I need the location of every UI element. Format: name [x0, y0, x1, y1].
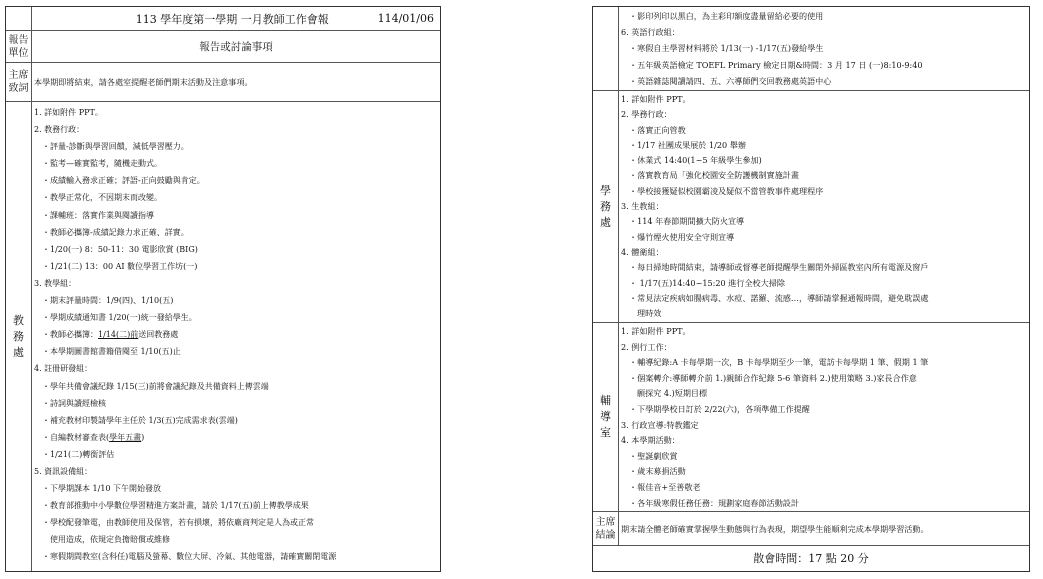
fudao-row: [593, 323, 1029, 512]
xuewu-line: ・爆竹煙火使用安全守則宣導: [629, 231, 735, 242]
xuewu-label-char3: 處: [600, 215, 611, 229]
chair-closing-row: [593, 512, 1029, 546]
jiaowu-line: ・學期成績通知書 1/20(一)統一發給學生。: [42, 313, 197, 323]
fudao-label: [593, 323, 619, 511]
fudao-line: 2. 例行工作：: [621, 341, 672, 352]
jiaowu-line-underlined-text: 1/14(二)前: [98, 330, 139, 340]
fudao-line: ・輔導紀錄:A 卡每學期一次，B 卡每學期至少一筆，電訪卡每學期 1 筆、假期 1 筆: [629, 357, 929, 368]
jiaowu-line: [34, 326, 438, 343]
jiaowu-line: 使用造成，依規定負擔賠償或維修: [50, 535, 170, 545]
jiaowu-line-underlined-text: 學年五畫: [109, 432, 142, 442]
jiaowu-label-char2: 務: [13, 329, 24, 343]
fudao-line: 3. 行政宣導:特教鑑定: [621, 419, 699, 430]
jiaowu-label: [6, 102, 32, 571]
fudao-line: ・個案轉介:導師轉介前 1.)親師合作紀錄 5-6 筆資料 2.)使用策略 3.)家長合作意: [629, 372, 917, 383]
jiaowu-line: ・詩詞與讀經檢核: [42, 398, 106, 408]
jiaowu-line: ・評量-診斷與學習回饋，減低學習壓力。: [42, 142, 189, 152]
right_top-line: ・影印列印以黑白，為主彩印額度盡量留給必要的使用: [629, 11, 824, 21]
jiaowu-line: ・本學期圖書館書籍借閱至 1/10(五)止: [42, 347, 181, 357]
header-blank-cell: [6, 7, 32, 30]
document-page-right: [592, 6, 1030, 572]
jiaowu-line: ・1/21(二) 13：00 AI 數位學習工作坊(一): [42, 261, 198, 271]
chair-closing-label-line2: 結論: [595, 529, 616, 541]
xuewu-line: ・休業式 14:40(1~5 年級學生參加): [629, 155, 762, 166]
jiaowu-line: [34, 429, 438, 446]
fudao-label-char3: 室: [600, 426, 611, 439]
jiaowu-line-text: ・教師必攜簿：: [42, 330, 98, 340]
right_top-line: 6. 英語行政組：: [621, 27, 680, 38]
jiaowu-line: 2. 教務行政：: [34, 125, 85, 135]
jiaowu-line-text: 送回教務處: [138, 330, 179, 340]
xuewu-line: ・1/17 社團成果展於 1/20 舉辦: [629, 139, 746, 150]
xuewu-line: 2. 學務行政：: [621, 109, 672, 120]
right_top-line: ・五年級英語檢定 TOEFL Primary 檢定日期&時間：3 月 17 日 (一)8:10-9:40: [629, 59, 923, 70]
jiaowu-line: 4. 註冊研發組：: [34, 364, 93, 374]
fudao-content: [619, 323, 1029, 511]
xuewu-line: 3. 生教組：: [621, 201, 664, 212]
xuewu-line: ・114 年春節期間擴大防火宣導: [629, 216, 745, 227]
jiaowu-line: ・學年共備會議紀錄 1/15(三)前將會議紀錄及共備資料上傳雲端: [42, 381, 269, 391]
jiaowu-line: ・下學期課本 1/10 下午開始發放: [42, 484, 162, 494]
jiaowu-line-text: ・自編教材審查表(: [42, 432, 110, 442]
continued-content: [619, 7, 1029, 90]
xuewu-line: ・學校接獲疑似校園霸凌及疑似不當管教事件處理程序: [629, 185, 824, 196]
right_top-line: ・寒假自主學習材料將於 1/13(一) -1/17(五)發給學生: [629, 43, 824, 54]
report-unit-label-line1: 報告: [8, 34, 29, 46]
jiaowu-line: 3. 教學組：: [34, 278, 77, 288]
fudao-line: 4. 本學期活動：: [621, 435, 680, 446]
topic-header-row: [6, 31, 440, 63]
chair-opening-text: 本學期即將結束，請各處室提醒老師們期末活動及注意事項。: [34, 77, 253, 88]
chair-closing-label: [593, 512, 619, 545]
jiaowu-line-text: ): [141, 432, 145, 442]
chair-closing-text: 期末請全體老師確實掌握學生動態與行為表現，期望學生能順利完成本學期學習活動。: [621, 523, 929, 534]
jiaowu-label-char3: 處: [13, 345, 24, 359]
jiaowu-line: ・學校配發筆電，由教師使用及保管，若有損壞，將依廠商判定是人為或正常: [42, 518, 314, 528]
jiaowu-line: ・教師必攜簿-成績記錄力求正確、詳實。: [42, 227, 189, 237]
header-title-cell: [32, 7, 440, 30]
chair-closing-label-line1: 主席: [595, 516, 616, 528]
right_top-line: ・英語雜誌閱讀請四、五、六導師們交回教務處英語中心: [629, 75, 832, 86]
meeting-title: 113 學年度第一學期 一月教師工作會報: [135, 12, 329, 26]
fudao-line: ・聖誕劇欣賞: [629, 450, 678, 461]
xuewu-line: 1. 詳如附件 PPT。: [621, 94, 691, 104]
jiaowu-line: ・寒假期間教室(含科任)電腦及螢幕、數位大屏、冷氣、其他電器，請確實關閉電源: [42, 552, 337, 562]
fudao-line: ・各年級寒假任務任務：規劃家庭春節活動設計: [629, 497, 799, 508]
chair-opening-label-line2: 致詞: [8, 83, 29, 94]
jiaowu-line: ・期末評量時間：1/9(四)、1/10(五): [42, 296, 174, 306]
xuewu-content: [619, 91, 1029, 322]
xuewu-row: [593, 91, 1029, 323]
topic-header: 報告或討論事項: [199, 40, 273, 53]
jiaowu-line: ・1/21(二)轉銜評估: [42, 449, 115, 459]
jiaowu-line: ・教育部推動中小學數位學習精進方案計畫，請於 1/17(五)前上傳教學成果: [42, 501, 309, 511]
jiaowu-line: 5. 資訊設備組：: [34, 466, 93, 476]
continued-blank-label: [593, 7, 619, 90]
xuewu-label: [593, 91, 619, 322]
header-row: [6, 7, 440, 31]
document-page-left: [5, 6, 441, 572]
jiaowu-line: ・監考—確實監考，隨機走動式。: [42, 159, 162, 169]
xuewu-line: ・ 1/17(五)14:40~15:20 進行全校大掃除: [629, 277, 785, 288]
adjourn-time: 散會時間：17 點 20 分: [753, 552, 869, 565]
jiaowu-line: ・1/20(一) 8：50-11：30 電影欣賞 (BIG): [42, 244, 198, 254]
xuewu-line: 4. 體衛組：: [621, 246, 664, 257]
jiaowu-label-char1: 教: [13, 313, 24, 327]
xuewu-line: 理時效: [637, 308, 662, 319]
chair-opening-label-line1: 主席: [8, 70, 29, 81]
jiaowu-line: ・課輔班：落實作業與閱讀指導: [42, 210, 154, 220]
report-unit-label: [6, 31, 32, 62]
jiaowu-row: [6, 102, 440, 571]
xuewu-line: ・落實正向管教: [629, 124, 686, 135]
jiaowu-content: [32, 102, 440, 571]
xuewu-label-char1: 學: [600, 183, 611, 197]
fudao-line: 1. 詳如附件 PPT。: [621, 326, 691, 336]
fudao-line: ・報佳音+至善敬老: [629, 481, 701, 492]
jiaowu-line: ・成績輸入務求正確；評語-正向鼓勵與肯定。: [42, 176, 205, 186]
fudao-line: 願探究 4.)短期目標: [637, 388, 708, 399]
fudao-label-char2: 導: [600, 410, 611, 423]
jiaowu-line: 1. 詳如附件 PPT。: [34, 108, 103, 117]
fudao-label-char1: 輔: [600, 394, 611, 407]
fudao-line: ・下學期學校日訂於 2/22(六)，各項準備工作提醒: [629, 403, 810, 414]
footer-row: [593, 546, 1029, 570]
fudao-line: ・歲末募捐活動: [629, 466, 686, 477]
chair-opening-label: [6, 63, 32, 101]
chair-opening-row: [6, 63, 440, 102]
jiaowu-line: ・補充教材印製請學年主任於 1/3(五)完成需求表(雲端): [42, 415, 238, 425]
xuewu-line: ・每日掃地時間結束，請導師或督導老師提醒學生關閉外掃區教室內所有電源及窗戶: [629, 262, 929, 273]
meeting-date: 114/01/06: [377, 12, 434, 25]
continued-section-row: [593, 7, 1029, 91]
xuewu-line: ・常見法定疾病如腸病毒、水痘、諾羅、流感…，導師請掌握通報時間，避免耽誤處: [629, 292, 929, 303]
xuewu-line: ・落實教育局「強化校園安全防護機制實施計畫: [629, 170, 799, 181]
jiaowu-line: ・教學正常化，不因期末而改變。: [42, 193, 162, 203]
report-unit-label-line2: 單位: [8, 47, 29, 59]
xuewu-label-char2: 務: [600, 199, 611, 213]
